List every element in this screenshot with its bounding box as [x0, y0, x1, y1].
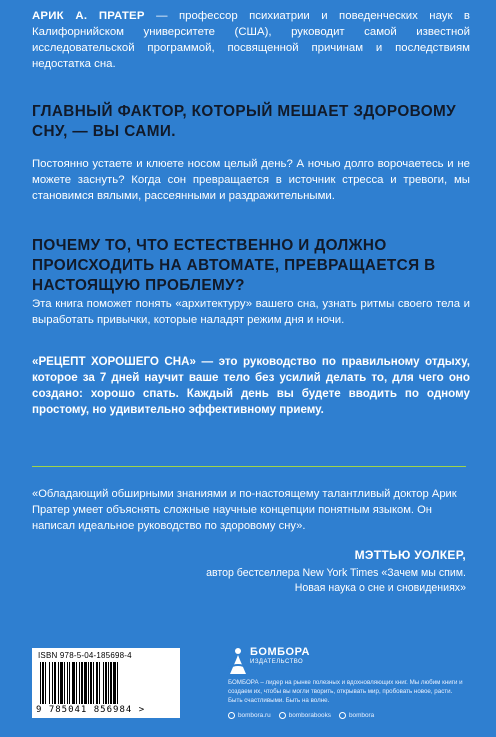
heading-main-factor	[32, 102, 470, 142]
barcode-bar	[113, 662, 116, 704]
heading-2: ПОЧЕМУ ТО, ЧТО ЕСТЕСТВЕННО И ДОЛЖНО ПРОИСХОДИТЬ НА АВТОМАТЕ, ПРЕВРАЩАЕТСЯ В НАСТОЯЩУЮ ПРОБЛЕМУ?	[32, 237, 436, 294]
barcode-bar	[96, 662, 98, 704]
barcode-bar	[45, 662, 46, 704]
barcode-bar	[67, 662, 68, 704]
barcode	[32, 648, 180, 718]
author-name: АРИК А. ПРАТЕР	[32, 10, 145, 22]
paragraph-3-text: — это руководство по правильному отдыху, которое за 7 дней научит ваше тело без усилий делать то, для чего оно создано: хорошо спать. Каждый день вы будете вводить по одному простому, но удивительно эффективному приему.	[32, 355, 470, 416]
globe-icon	[228, 712, 235, 719]
barcode-bar	[76, 662, 77, 704]
attribution-line-1: автор бестселлера New York Times «Зачем мы спим.	[206, 567, 466, 579]
publisher-link-telegram[interactable]: bombora	[339, 712, 374, 719]
barcode-bar	[58, 662, 59, 704]
author-bio-text: — профессор психиатрии и поведенческих наук в Калифорнийском университете (США), руководит самой известной исследовательской программой, посвященной причинам и последствиям недостатка сна.	[32, 10, 470, 70]
barcode-bar	[79, 662, 80, 704]
author-bio	[32, 8, 470, 72]
paragraph-1	[32, 156, 470, 204]
barcode-bar	[108, 662, 109, 704]
barcode-bar	[99, 662, 100, 704]
paragraph-1-text: Постоянно устаете и клюете носом целый день? А ночью долго ворочаетесь и не можете заснуть? Когда сон превращается в источник стресса и тревоги, мы становимся вялыми, рассеянными и раздражительными.	[32, 158, 470, 202]
publisher-name: БОМБОРА	[250, 646, 310, 658]
barcode-bar	[90, 662, 92, 704]
attribution-name: МЭТТЬЮ УОЛКЕР,	[354, 548, 466, 562]
publisher-text: БОМБОРА – лидер на рынке полезных и вдохновляющих книг. Мы любим книги и создаем их, чтобы вы могли творить, открывать мир, пробовать новое, расти. Быть счастливыми. Быть на волне.	[228, 679, 463, 704]
barcode-bar	[81, 662, 83, 704]
barcode-bar	[60, 662, 63, 704]
barcode-bar	[93, 662, 94, 704]
barcode-bar	[64, 662, 65, 704]
heading-1: ГЛАВНЫЙ ФАКТОР, КОТОРЫЙ МЕШАЕТ ЗДОРОВОМУ СНУ, — ВЫ САМИ.	[32, 103, 457, 140]
barcode-bar	[54, 662, 56, 704]
barcode-bar	[110, 662, 112, 704]
publisher-logo-icon	[228, 646, 248, 676]
publisher-link-vk[interactable]: bomborabooks	[279, 712, 331, 719]
paragraph-2	[32, 296, 470, 328]
publisher-link-website[interactable]: bombora.ru	[228, 712, 271, 719]
barcode-bar	[69, 662, 70, 704]
isbn-text: ISBN 978-5-04-185698-4	[38, 651, 132, 660]
barcode-bar	[103, 662, 104, 704]
barcode-digits: 9 785041 856984 >	[36, 705, 146, 715]
barcode-bar	[105, 662, 107, 704]
quote-block	[32, 486, 470, 534]
barcode-bar	[52, 662, 53, 704]
barcode-bar	[49, 662, 50, 704]
barcode-bar	[42, 662, 44, 704]
publisher-links	[228, 712, 468, 719]
barcode-bar	[40, 662, 41, 704]
barcode-bar	[88, 662, 89, 704]
vk-icon	[279, 712, 286, 719]
barcode-bar	[72, 662, 75, 704]
quote-attribution	[206, 548, 466, 596]
barcode-bar	[117, 662, 118, 704]
book-title-lead: «РЕЦЕПТ ХОРОШЕГО СНА»	[32, 355, 196, 368]
quote-text: «Обладающий обширными знаниями и по-настоящему талантливый доктор Арик Пратер умеет объяснять сложные научные концепции понятным языком. Он написал идеальное руководство по здоровому сну».	[32, 488, 457, 532]
paragraph-2-text: Эта книга поможет понять «архитектуру» вашего сна, узнать ритмы своего тела и выработать привычки, которые наладят режим дня и ночи.	[32, 298, 470, 326]
paragraph-3	[32, 354, 470, 418]
barcode-bar	[84, 662, 87, 704]
attribution-line-2: Новая наука о сне и сновидениях»	[294, 582, 466, 594]
publisher-subtitle: ИЗДАТЕЛЬСТВО	[250, 659, 304, 665]
heading-why	[32, 236, 470, 296]
divider-line	[32, 466, 466, 467]
barcode-bars	[38, 662, 174, 706]
telegram-icon	[339, 712, 346, 719]
